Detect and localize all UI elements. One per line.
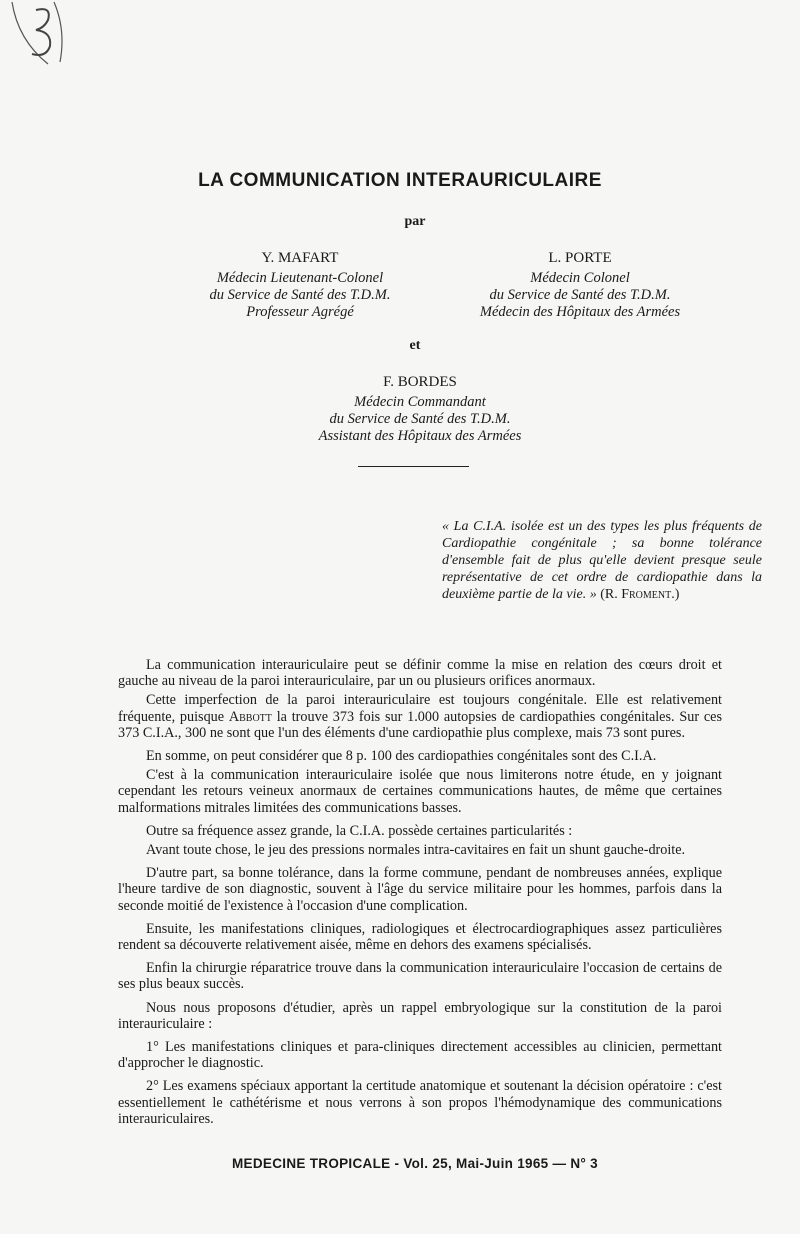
author-role: Assistant des Hôpitaux des Armées (318, 428, 522, 444)
paragraph: Outre sa fréquence assez grande, la C.I.A. possède certaines particularités : (146, 822, 573, 839)
author-role: Professeur Agrégé (246, 304, 354, 320)
paragraph: D'autre part, sa bonne tolérance, dans la forme commune, pendant de nombreuses années, explique l'heure tardive de son diagnostic, souvent à l'âge du service militaire pour les hommes, parfois dans la seconde moitié de l'existence à l'occasion d'une complication. (118, 865, 722, 914)
by-word: par (404, 214, 426, 229)
author-name: L. PORTE (548, 250, 612, 266)
epigraph-source-close: .) (671, 587, 680, 602)
paragraph: En somme, on peut considérer que 8 p. 100 des cardiopathies congénitales sont des C.I.A. (146, 748, 657, 765)
author-role: Médecin des Hôpitaux des Armées (479, 304, 681, 320)
author-role: du Service de Santé des T.D.M. (209, 287, 391, 303)
cited-author: Abbott (228, 708, 272, 725)
epigraph (442, 518, 762, 603)
journal-footer: MEDECINE TROPICALE - Vol. 25, Mai-Juin 1965 — N° 3 (232, 1156, 598, 1171)
author-role: du Service de Santé des T.D.M. (489, 287, 671, 303)
epigraph-source-name: Froment (621, 587, 672, 602)
author-name: F. BORDES (383, 374, 457, 390)
paragraph-text: Cette imperfection de la paroi interauriculaire est toujours congénitale. Elle est relativement fréquente, puisque (118, 692, 722, 725)
paragraph: Avant toute chose, le jeu des pressions normales intra-cavitaires en fait un shunt gauche-droite. (146, 842, 686, 859)
author-role: Médecin Colonel (530, 270, 630, 286)
paragraph: C'est à la communication interauriculaire isolée que nous limiterons notre étude, en y joignant cependant les retours veineux anormaux de certaines communications hautes, de même que certaines malformations mitrales limitées des communications basses. (118, 767, 722, 816)
author-role: Médecin Commandant (354, 394, 486, 410)
paragraph: Nous nous proposons d'étudier, après un rappel embryologique sur la constitution de la paroi interauriculaire : (118, 999, 722, 1032)
epigraph-text: « La C.I.A. isolée est un des types les plus fréquents de Cardiopathie congénitale ; sa bonne tolérance d'ensemble fait de plus qu'elle devient presque seule représentative de cet ordre de cardiopathie dans la deuxième partie de la vie. » (442, 519, 762, 602)
and-word: et (409, 338, 421, 353)
paragraph-text: la trouve 373 fois sur 1.000 autopsies de cardiopathies congénitales. Sur ces 373 C.I.A., 300 ne sont que l'un des éléments d'une cardiopathie plus complexe, mais 73 sont pures. (118, 708, 722, 741)
author-role: Médecin Lieutenant-Colonel (216, 270, 384, 286)
paragraph: La communication interauriculaire peut se définir comme la mise en relation des cœurs droit et gauche au niveau de la paroi interauriculaire, par un ou plusieurs orifices anormaux. (118, 657, 722, 690)
list-item: 1° Les manifestations cliniques et para-cliniques directement accessibles au clinicien, permettant d'approcher le diagnostic. (118, 1039, 722, 1072)
list-item: 2° Les examens spéciaux apportant la certitude anatomique et soutenant la décision opératoire : c'est essentiellement le cathétérisme et nous verrons à son propos l'hémodynamique des communications interauriculaires. (118, 1078, 722, 1127)
paragraph: Ensuite, les manifestations cliniques, radiologiques et électrocardiographiques assez particulières rendent sa découverte relativement aisée, même en dehors des examens spécialisés. (118, 920, 722, 954)
handwritten-page-number (8, 0, 64, 66)
paragraph: Enfin la chirurgie réparatrice trouve dans la communication interauriculaire l'occasion de certains de ses plus beaux succès. (118, 960, 722, 993)
article-body (118, 657, 722, 1130)
paragraph (118, 692, 722, 741)
article-title: LA COMMUNICATION INTERAURICULAIRE (198, 170, 602, 191)
author-block-3 (250, 374, 590, 445)
author-role: du Service de Santé des T.D.M. (329, 411, 511, 427)
separator-rule (358, 466, 469, 467)
epigraph-source-open: (R. (600, 587, 622, 602)
author-name: Y. MAFART (261, 250, 339, 266)
author-block-2 (410, 250, 750, 321)
